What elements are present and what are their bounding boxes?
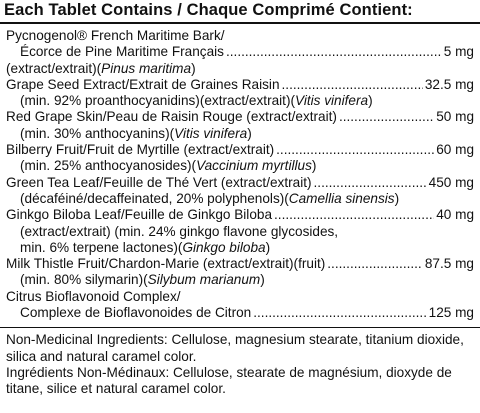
ingredient-line	[6, 256, 474, 272]
ingredient-amount: 50 mg	[436, 109, 474, 125]
ingredient-text: (min. 80% silymarin)(Silybum marianum)	[20, 272, 265, 288]
ingredient-amount: 5 mg	[443, 44, 474, 60]
ingredient-line	[6, 272, 474, 288]
dot-leader	[253, 305, 426, 321]
ingredient-text: Bilberry Fruit/Fruit de Myrtille (extract/extrait)	[6, 142, 275, 158]
ingredient-line	[6, 109, 474, 125]
ingredient-line	[6, 240, 474, 256]
ingredient-text: Red Grape Skin/Peau de Raisin Rouge (extract/extrait)	[6, 109, 337, 125]
ingredient-line	[6, 28, 474, 44]
ingredient-text: Ginkgo Biloba Leaf/Feuille de Ginkgo Biloba	[6, 207, 273, 223]
ingredient-line	[6, 289, 474, 305]
botanical-name: Ginkgo biloba	[182, 239, 266, 255]
dot-leader	[274, 207, 434, 223]
ingredient-item	[6, 289, 474, 322]
dot-leader	[327, 256, 423, 272]
dot-leader	[276, 142, 434, 158]
botanical-name: Vitis vinifera	[174, 125, 248, 141]
botanical-name: Pinus maritima	[101, 60, 192, 76]
ingredient-item	[6, 256, 474, 289]
ingredient-line	[6, 207, 474, 223]
ingredient-line	[6, 305, 474, 321]
ingredient-text: Écorce de Pine Maritime Français	[20, 44, 224, 60]
ingredient-text: (min. 25% anthocyanosides)(Vaccinium myrtillus)	[20, 158, 317, 174]
ingredient-line	[6, 77, 474, 93]
ingredient-line	[6, 175, 474, 191]
ingredient-amount: 60 mg	[436, 142, 474, 158]
ingredient-item	[6, 77, 474, 110]
ingredient-line	[6, 61, 474, 77]
ingredient-line	[6, 126, 474, 142]
ingredient-item	[6, 109, 474, 142]
botanical-name: Vitis vinifera	[295, 93, 369, 109]
dot-leader	[282, 77, 423, 93]
dot-leader	[226, 44, 442, 60]
ingredient-line	[6, 44, 474, 60]
ingredient-text: Pycnogenol® French Maritime Bark/	[6, 28, 225, 43]
ingredient-text: Grape Seed Extract/Extrait de Graines Raisin	[6, 76, 280, 92]
ingredient-line	[6, 158, 474, 174]
ingredient-item	[6, 142, 474, 175]
ingredient-amount: 87.5 mg	[424, 256, 474, 272]
ingredient-amount: 450 mg	[428, 174, 474, 190]
ingredient-line	[6, 93, 474, 109]
ingredient-text: (min. 92% proanthocyanidins)(extract/extrait)(Vitis vinifera)	[20, 93, 373, 109]
ingredient-amount: 40 mg	[436, 207, 474, 223]
ingredient-amount: 125 mg	[428, 305, 474, 321]
ingredient-text: (min. 30% anthocyanins)(Vitis vinifera)	[20, 125, 252, 141]
ingredient-item	[6, 28, 474, 77]
botanical-name: Camellia sinensis	[288, 190, 395, 206]
ingredient-item	[6, 207, 474, 256]
ingredient-line	[6, 224, 474, 240]
ingredient-text: Citrus Bioflavonoid Complex/	[6, 288, 181, 304]
ingredient-amount: 32.5 mg	[424, 76, 474, 92]
ingredient-text: min. 6% terpene lactones)(Ginkgo biloba)	[20, 239, 271, 255]
botanical-name: Silybum marianum	[147, 272, 261, 288]
dot-leader	[339, 109, 434, 125]
ingredient-text: Milk Thistle Fruit/Chardon-Marie (extract/extrait)(fruit)	[6, 256, 326, 272]
ingredient-text: (décaféiné/decaffeinated, 20% polyphenols)(Camellia sinensis)	[20, 190, 400, 206]
ingredient-text: Green Tea Leaf/Feuille de Thé Vert (extract/extrait)	[6, 174, 312, 190]
ingredient-text: Complexe de Bioflavonoides de Citron	[20, 305, 252, 321]
non-medicinal-ingredients	[0, 328, 480, 397]
panel-header	[0, 0, 480, 24]
ingredient-line	[6, 142, 474, 158]
ingredient-list	[0, 24, 480, 321]
ingredient-text: (extract/extrait)(Pinus maritima)	[6, 60, 196, 76]
panel-title: Each Tablet Contains / Chaque Comprimé Contient:	[4, 1, 413, 19]
dot-leader	[314, 175, 427, 191]
botanical-name: Vaccinium myrtillus	[196, 158, 312, 174]
ingredient-text: (extract/extrait) (min. 24% ginkgo flavone glycosides,	[20, 223, 339, 239]
ingredient-line	[6, 191, 474, 207]
ingredient-item	[6, 175, 474, 208]
non-medicinal-en: Non-Medicinal Ingredients: Cellulose, magnesium stearate, titanium dioxide, silica and natural caramel color.	[6, 332, 464, 364]
non-medicinal-fr: Ingrédients Non-Médinaux: Cellulose, stearate de magnésium, dioxyde de titane, silice et natural caramel color.	[6, 364, 452, 397]
